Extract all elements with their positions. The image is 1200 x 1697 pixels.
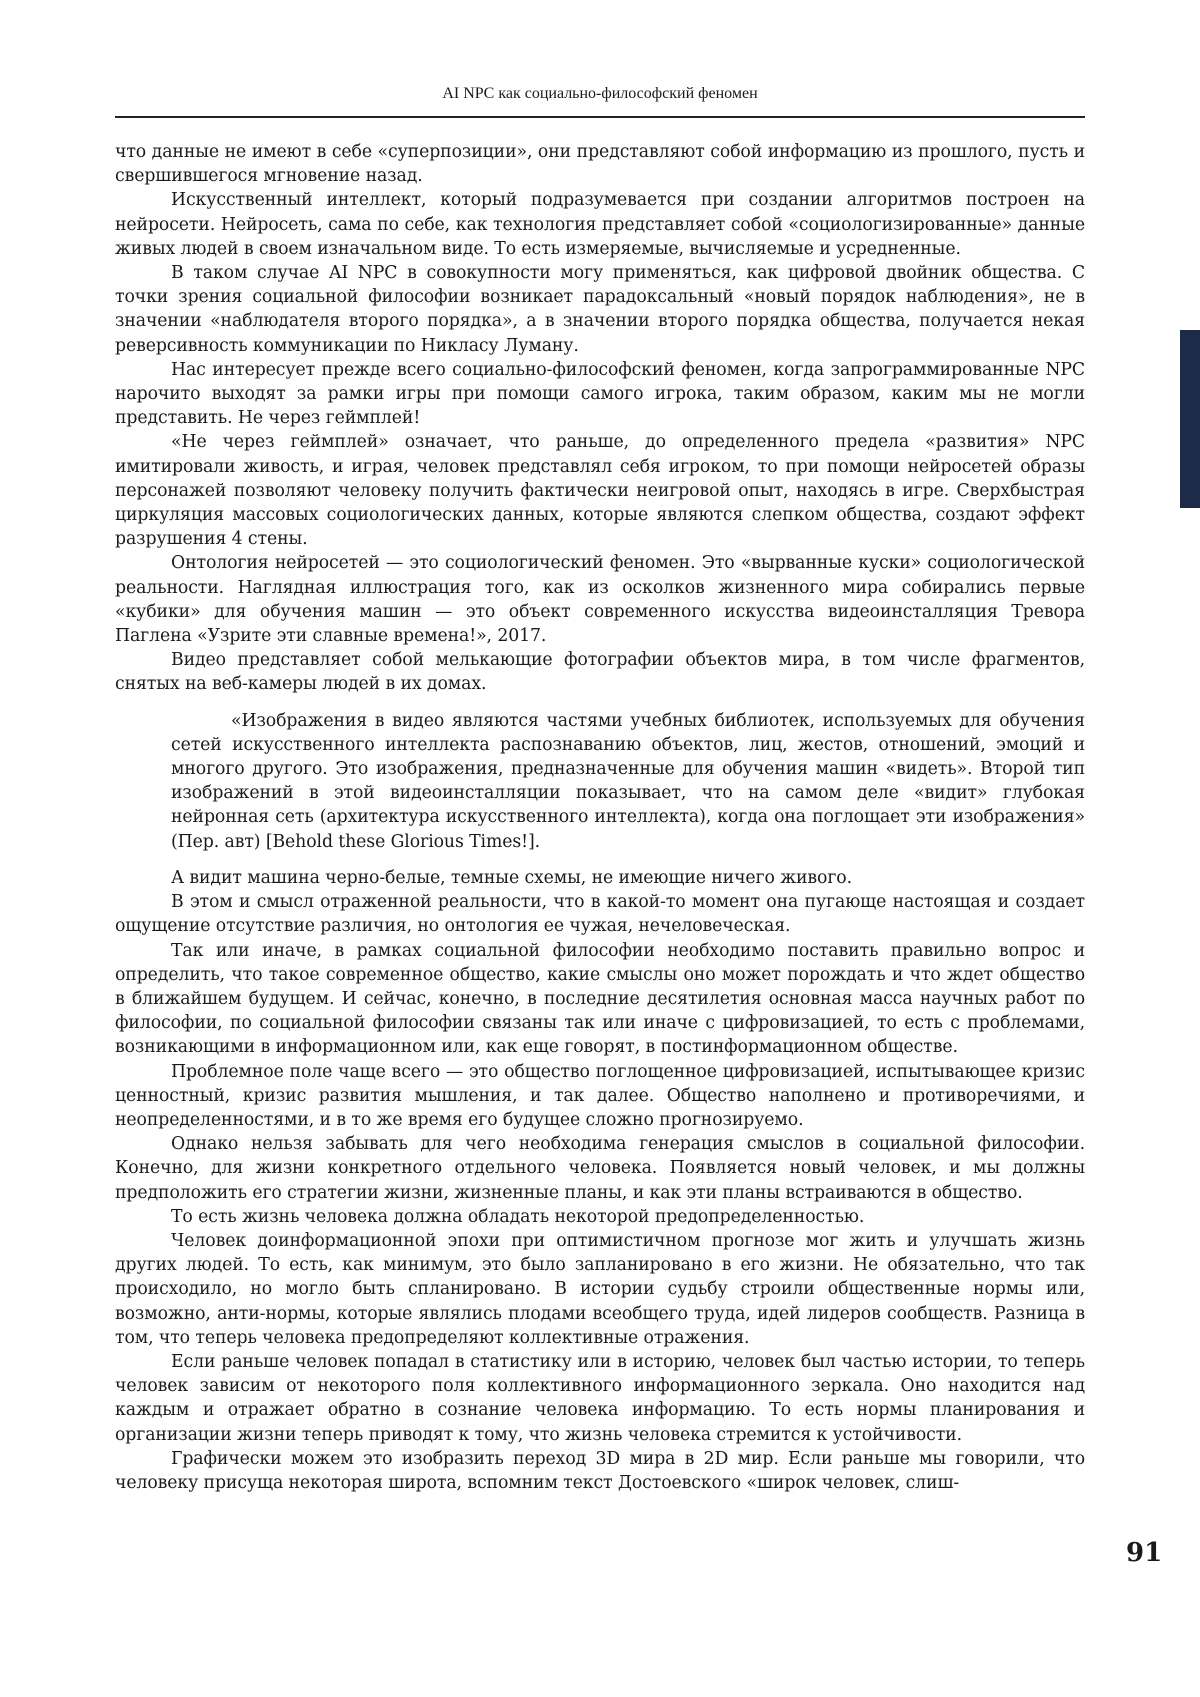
- paragraph: Если раньше человек попадал в статистику или в историю, человек был частью истории, то теперь человек зависим от некоторого поля коллективного информационного зеркала. Оно находится над каждым и отражает обратно в сознание человека информацию. То есть нормы планирования и организации жизни теперь приводят к тому, что жизнь человека стремится к устойчивости.: [115, 1350, 1085, 1447]
- paragraph: Графически можем это изобразить переход 3D мира в 2D мир. Если раньше мы говорили, что человеку присуща некоторая широта, вспомним текст Достоевского «широк человек, слиш-: [115, 1447, 1085, 1495]
- paragraph: Так или иначе, в рамках социальной философии необходимо поставить правильно вопрос и определить, что такое современное общество, какие смыслы оно может порождать и что ждет общество в ближайшем будущем. И сейчас, конечно, в последние десятилетия основная масса научных работ по философии, по социальной философии связаны так или иначе с цифровизацией, то есть с проблемами, возникающими в информационном или, как еще говорят, в постинформационном обществе.: [115, 939, 1085, 1060]
- edge-thumb-tab: [1180, 330, 1200, 508]
- block-quote: «Изображения в видео являются частями учебных библиотек, используемых для обучения сетей искусственного интеллекта распознаванию объектов, лиц, жестов, отношений, эмоций и многого другого. Это изображения, предназначенные для обучения машин «видеть». Второй тип изображений в этой видеоинсталляции показывает, что на самом деле «видит» глубокая нейронная сеть (архитектура искусственного интеллекта), когда она поглощает эти изображения» (Пер. авт) [Behold these Glorious Times!].: [171, 709, 1085, 854]
- paragraph: Человек доинформационной эпохи при оптимистичном прогнозе мог жить и улучшать жизнь других людей. То есть, как минимум, это было запланировано в его жизни. Не обязательно, что так происходило, но могло быть спланировано. В истории судьбу строили общественные нормы или, возможно, анти-нормы, которые являлись плодами всеобщего труда, идей лидеров сообществ. Разница в том, что теперь человека предопределяют коллективные отражения.: [115, 1229, 1085, 1350]
- paragraph: Видео представляет собой мелькающие фотографии объектов мира, в том числе фрагментов, снятых на веб-камеры людей в их домах.: [115, 648, 1085, 696]
- paragraph: Проблемное поле чаще всего — это общество поглощенное цифровизацией, испытывающее кризис ценностный, кризис развития мышления, и так далее. Общество наполнено и противоречиями, и неопределенностями, и в то же время его будущее сложно прогнозируемо.: [115, 1060, 1085, 1133]
- paragraph: Искусственный интеллект, который подразумевается при создании алгоритмов построен на нейросети. Нейросеть, сама по себе, как технология представляет собой «социологизированные» данные живых людей в своем изначальном виде. То есть измеряемые, вычисляемые и усредненные.: [115, 188, 1085, 261]
- paragraph: Нас интересует прежде всего социально-философский феномен, когда запрограммированные NPC нарочито выходят за рамки игры при помощи самого игрока, таким образом, каким мы не могли представить. Не через геймплей!: [115, 358, 1085, 431]
- header-rule: [115, 116, 1085, 118]
- paragraph: Однако нельзя забывать для чего необходима генерация смыслов в социальной философии. Конечно, для жизни конкретного отдельного человека. Появляется новый человек, и мы должны предположить его стратегии жизни, жизненные планы, и как эти планы встраиваются в общество.: [115, 1132, 1085, 1205]
- paragraph: В этом и смысл отраженной реальности, что в какой-то момент она пугающе настоящая и создает ощущение отсутствие различия, но онтология ее чужая, нечеловеческая.: [115, 890, 1085, 938]
- page-number: 91: [1126, 1538, 1162, 1568]
- paragraph: То есть жизнь человека должна обладать некоторой предопределенностью.: [115, 1205, 1085, 1229]
- paragraph: Онтология нейросетей — это социологический феномен. Это «вырванные куски» социологической реальности. Наглядная иллюстрация того, как из осколков жизненного мира собирались первые «кубики» для обучения машин — это объект современного искусства видеоинсталляция Тревора Паглена «Узрите эти славные времена!», 2017.: [115, 551, 1085, 648]
- article-body: [115, 140, 1085, 1495]
- running-head: AI NPC как социально-философский феномен: [115, 82, 1085, 106]
- paragraph: что данные не имеют в себе «суперпозиции», они представляют собой информацию из прошлого, пусть и свершившегося мгновение назад.: [115, 140, 1085, 188]
- paragraph: В таком случае AI NPC в совокупности могу применяться, как цифровой двойник общества. С точки зрения социальной философии возникает парадоксальный «новый порядок наблюдения», не в значении «наблюдателя второго порядка», а в значении второго порядка общества, получается некая реверсивность коммуникации по Никласу Луману.: [115, 261, 1085, 358]
- paragraph: «Не через геймплей» означает, что раньше, до определенного предела «развития» NPC имитировали живость, и играя, человек представлял себя игроком, то при помощи нейросетей образы персонажей позволяют человеку получить фактически неигровой опыт, находясь в игре. Сверхбыстрая циркуляция массовых социологических данных, которые являются слепком общества, создают эффект разрушения 4 стены.: [115, 430, 1085, 551]
- paragraph: А видит машина черно-белые, темные схемы, не имеющие ничего живого.: [115, 866, 1085, 890]
